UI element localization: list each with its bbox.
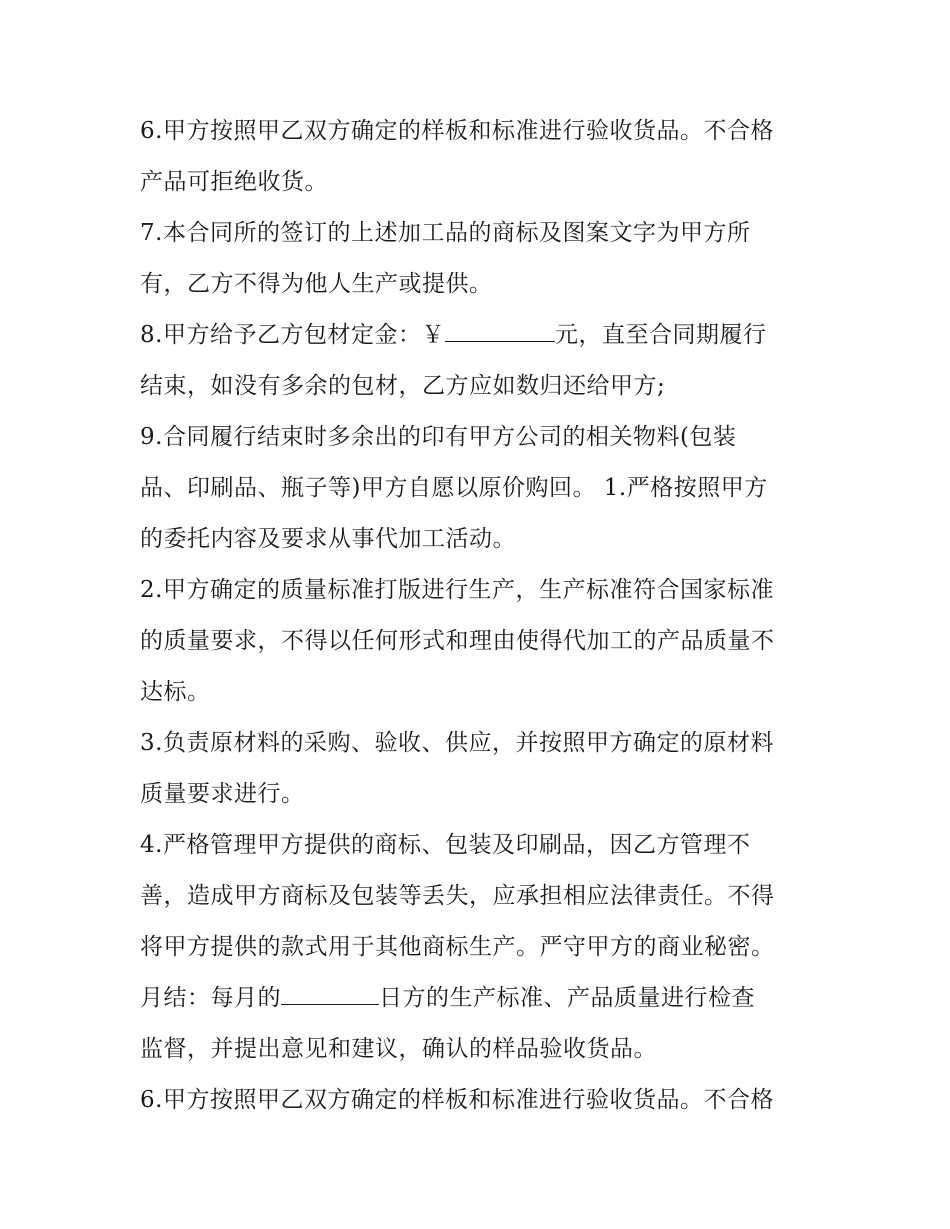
text-line: 结束，如没有多余的包材，乙方应如数归还给甲方; (140, 373, 666, 399)
paragraph-item-monthly (140, 973, 815, 1075)
text-line: 有，乙方不得为他人生产或提供。 (140, 271, 493, 297)
text-line: 6.甲方按照甲乙双方确定的样板和标准进行验收货品。不合格 (140, 1087, 774, 1113)
document-body (140, 106, 815, 1126)
text-segment: 元，直至合同期履行 (554, 322, 767, 348)
text-segment: 日方的生产标准、产品质量进行检查 (379, 985, 755, 1011)
text-line: 的质量要求，不得以任何形式和理由使得代加工的产品质量不 (140, 628, 775, 654)
paragraph-item-6 (140, 106, 815, 208)
text-segment: 8.甲方给予乙方包材定金：￥ (140, 322, 445, 348)
monthly-day-blank (281, 980, 379, 1005)
text-line: 产品可拒绝收货。 (140, 169, 328, 195)
paragraph-item-6-repeat (140, 1075, 815, 1126)
text-line: 监督，并提出意见和建议，确认的样品验收货品。 (140, 1036, 657, 1062)
paragraph-item-8 (140, 310, 815, 412)
text-line: 品、印刷品、瓶子等)甲方自愿以原价购回。 1.严格按照甲方 (140, 475, 768, 501)
text-line: 达标。 (140, 679, 211, 705)
text-line: 3.负责原材料的采购、验收、供应，并按照甲方确定的原材料 (140, 730, 774, 756)
text-line (140, 310, 815, 361)
text-line (140, 973, 815, 1024)
text-line: 质量要求进行。 (140, 781, 305, 807)
text-line: 善，造成甲方商标及包装等丢失，应承担相应法律责任。不得 (140, 883, 775, 909)
deposit-amount-blank (445, 317, 555, 342)
text-line: 9.合同履行结束时多余出的印有甲方公司的相关物料(包装 (140, 424, 737, 450)
text-line: 的委托内容及要求从事代加工活动。 (140, 526, 516, 552)
paragraph-item-2 (140, 565, 815, 718)
text-line: 4.严格管理甲方提供的商标、包装及印刷品，因乙方管理不 (140, 832, 751, 858)
text-line: 7.本合同所的签订的上述加工品的商标及图案文字为甲方所 (140, 220, 751, 246)
paragraph-item-9 (140, 412, 815, 565)
text-line: 6.甲方按照甲乙双方确定的样板和标准进行验收货品。不合格 (140, 118, 774, 144)
paragraph-item-7 (140, 208, 815, 310)
paragraph-item-3 (140, 718, 815, 820)
text-segment: 月结：每月的 (140, 985, 281, 1011)
text-line: 将甲方提供的款式用于其他商标生产。严守甲方的商业秘密。 (140, 934, 775, 960)
paragraph-item-4 (140, 820, 815, 973)
text-line: 2.甲方确定的质量标准打版进行生产，生产标准符合国家标准 (140, 577, 774, 603)
